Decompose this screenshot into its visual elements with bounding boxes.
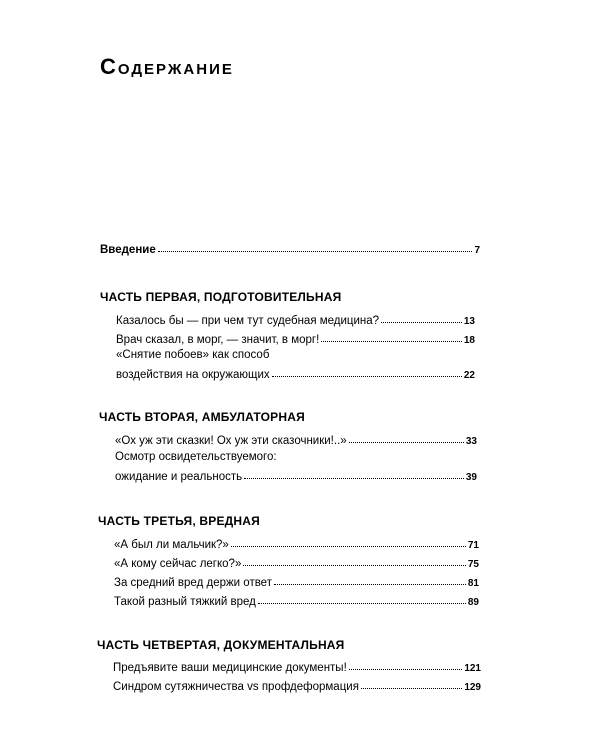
leader-dots bbox=[231, 546, 466, 547]
part-heading-3: ЧАСТЬ ТРЕТЬЯ, ВРЕДНАЯ bbox=[98, 514, 260, 528]
toc-page-number: 81 bbox=[467, 578, 479, 589]
toc-entry-label: ожидание и реальность bbox=[115, 471, 243, 483]
toc-entry[interactable] bbox=[116, 310, 475, 327]
toc-page-number: 129 bbox=[464, 682, 481, 693]
toc-entry-label: Врач сказал, в морг, — значит, в морг! bbox=[116, 334, 320, 346]
leader-dots bbox=[321, 341, 462, 342]
toc-entry-label: «А был ли мальчик?» bbox=[114, 539, 229, 551]
toc-page-number: 121 bbox=[464, 663, 481, 674]
toc-entry-label: «Ох уж эти сказки! Ох уж эти сказочники!..» bbox=[115, 435, 347, 447]
leader-dots bbox=[349, 442, 464, 443]
toc-page-number: 89 bbox=[467, 597, 479, 608]
leader-dots bbox=[274, 584, 466, 585]
toc-entry[interactable] bbox=[114, 534, 479, 551]
toc-entry-label: Такой разный тяжкий вред bbox=[114, 596, 256, 608]
toc-entry[interactable] bbox=[114, 572, 479, 589]
toc-entry-intro[interactable] bbox=[100, 239, 480, 256]
toc-entry-label: воздействия на окружающих bbox=[116, 369, 270, 381]
toc-entry-label: Предъявите ваши медицинские документы! bbox=[113, 662, 347, 674]
leader-dots bbox=[349, 669, 463, 670]
toc-entry[interactable] bbox=[116, 329, 475, 346]
toc-page-number: 33 bbox=[465, 436, 477, 447]
part-heading-4: ЧАСТЬ ЧЕТВЕРТАЯ, ДОКУМЕНТАЛЬНАЯ bbox=[97, 638, 345, 652]
toc-entry-label: За средний вред держи ответ bbox=[114, 577, 272, 589]
part-heading-2: ЧАСТЬ ВТОРАЯ, АМБУЛАТОРНАЯ bbox=[99, 410, 305, 424]
toc-page-number: 71 bbox=[467, 540, 479, 551]
toc-entry[interactable] bbox=[116, 347, 475, 381]
toc-entry[interactable] bbox=[113, 657, 481, 674]
leader-dots bbox=[158, 251, 473, 252]
toc-entry[interactable] bbox=[115, 449, 477, 483]
leader-dots bbox=[361, 688, 462, 689]
toc-entry-label: Казалось бы — при чем тут судебная медицина? bbox=[116, 315, 380, 327]
toc-entry[interactable] bbox=[113, 676, 481, 693]
toc-entry[interactable] bbox=[114, 553, 479, 570]
leader-dots bbox=[381, 322, 462, 323]
toc-entry-label: Введение bbox=[100, 244, 156, 256]
toc-entry-label: Синдром сутяжничества vs профдеформация bbox=[113, 681, 359, 693]
part-heading-1: ЧАСТЬ ПЕРВАЯ, ПОДГОТОВИТЕЛЬНАЯ bbox=[100, 290, 342, 304]
leader-dots bbox=[243, 565, 466, 566]
toc-page-number: 7 bbox=[474, 245, 480, 256]
leader-dots bbox=[258, 603, 466, 604]
toc-page-number: 18 bbox=[463, 335, 475, 346]
toc-page-number: 39 bbox=[465, 472, 477, 483]
leader-dots bbox=[244, 478, 464, 479]
toc-page-number: 75 bbox=[467, 559, 479, 570]
toc-entry[interactable] bbox=[114, 591, 479, 608]
toc-entry-label-line1: «Снятие побоев» как способ bbox=[116, 349, 270, 361]
toc-page-number: 13 bbox=[463, 316, 475, 327]
page-title: Содержание bbox=[100, 54, 234, 79]
toc-entry-label-line1: Осмотр освидетельствуемого: bbox=[115, 451, 277, 463]
toc-page-number: 22 bbox=[463, 370, 475, 381]
toc-entry-label: «А кому сейчас легко?» bbox=[114, 558, 242, 570]
leader-dots bbox=[272, 376, 462, 377]
toc-entry[interactable] bbox=[115, 430, 477, 447]
